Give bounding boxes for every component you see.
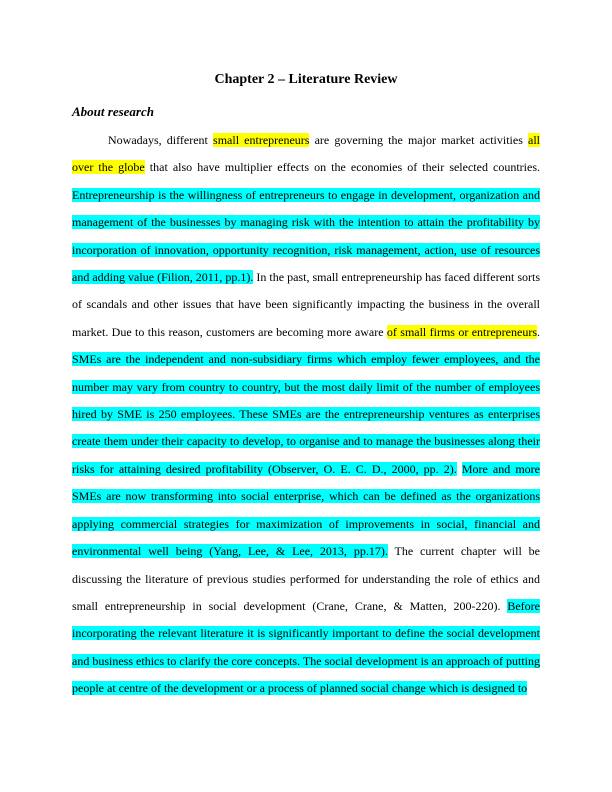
- highlighted-text-run: small entrepreneurs: [213, 133, 310, 147]
- highlighted-text-run: Entrepreneurship is the willingness of entrepreneurs to engage in development, organization and management of the businesses by managing risk with the intention to attain the profitability by incorporation of innovation, opportunity recognition, risk management, action, use of resources and adding value (Filion, 2011, pp.1).: [72, 187, 540, 285]
- text-run: are governing the major market activities: [309, 133, 529, 147]
- text-run: In the past, small entrepreneurship has faced different sorts of scandals and other issues that have been significantly impacting the business in the overall market. Due to this reason, customers are becoming more aware: [72, 270, 540, 339]
- text-run: The current chapter will be discussing the literature of previous studies performed for understanding the role of ethics and small entrepreneurship in social development (Crane, Crane, & Matten, 200-220).: [72, 544, 540, 613]
- highlighted-text-run: More and more SMEs are now transforming into social enterprise, which can be defined as the organizations applying commercial strategies for maximization of improvements in social, financial and environmental well being (Yang, Lee, & Lee, 2013, pp.17).: [72, 461, 540, 559]
- highlighted-text-run: Before incorporating the relevant literature it is significantly important to define the social development and business ethics to clarify the core concepts. The social development is an approach of putting people at centre of the development or a process of planned social change which is designed to: [72, 598, 540, 696]
- text-run: Nowadays, different: [108, 133, 214, 147]
- text-run: .: [537, 324, 540, 339]
- highlighted-text-run: all over the globe: [72, 133, 541, 175]
- body-paragraph: [72, 127, 540, 703]
- highlighted-text-run: SMEs are the independent and non-subsidiary firms which employ fewer employees, and the number may vary from country to country, but the most daily limit of the number of employees hired by SME is 250 employees. These SMEs are the entrepreneurship ventures as enterprises create them under their capacity to develop, to organise and to manage the businesses along their risks for attaining desired profitability (Observer, O. E. C. D., 2000, pp. 2).: [72, 352, 540, 476]
- section-heading: About research: [72, 104, 154, 119]
- text-run: that also have multiplier effects on the economies of their selected countries.: [144, 160, 540, 175]
- chapter-title: Chapter 2 – Literature Review: [214, 72, 398, 87]
- highlighted-text-run: of small firms or entrepreneurs: [386, 324, 537, 339]
